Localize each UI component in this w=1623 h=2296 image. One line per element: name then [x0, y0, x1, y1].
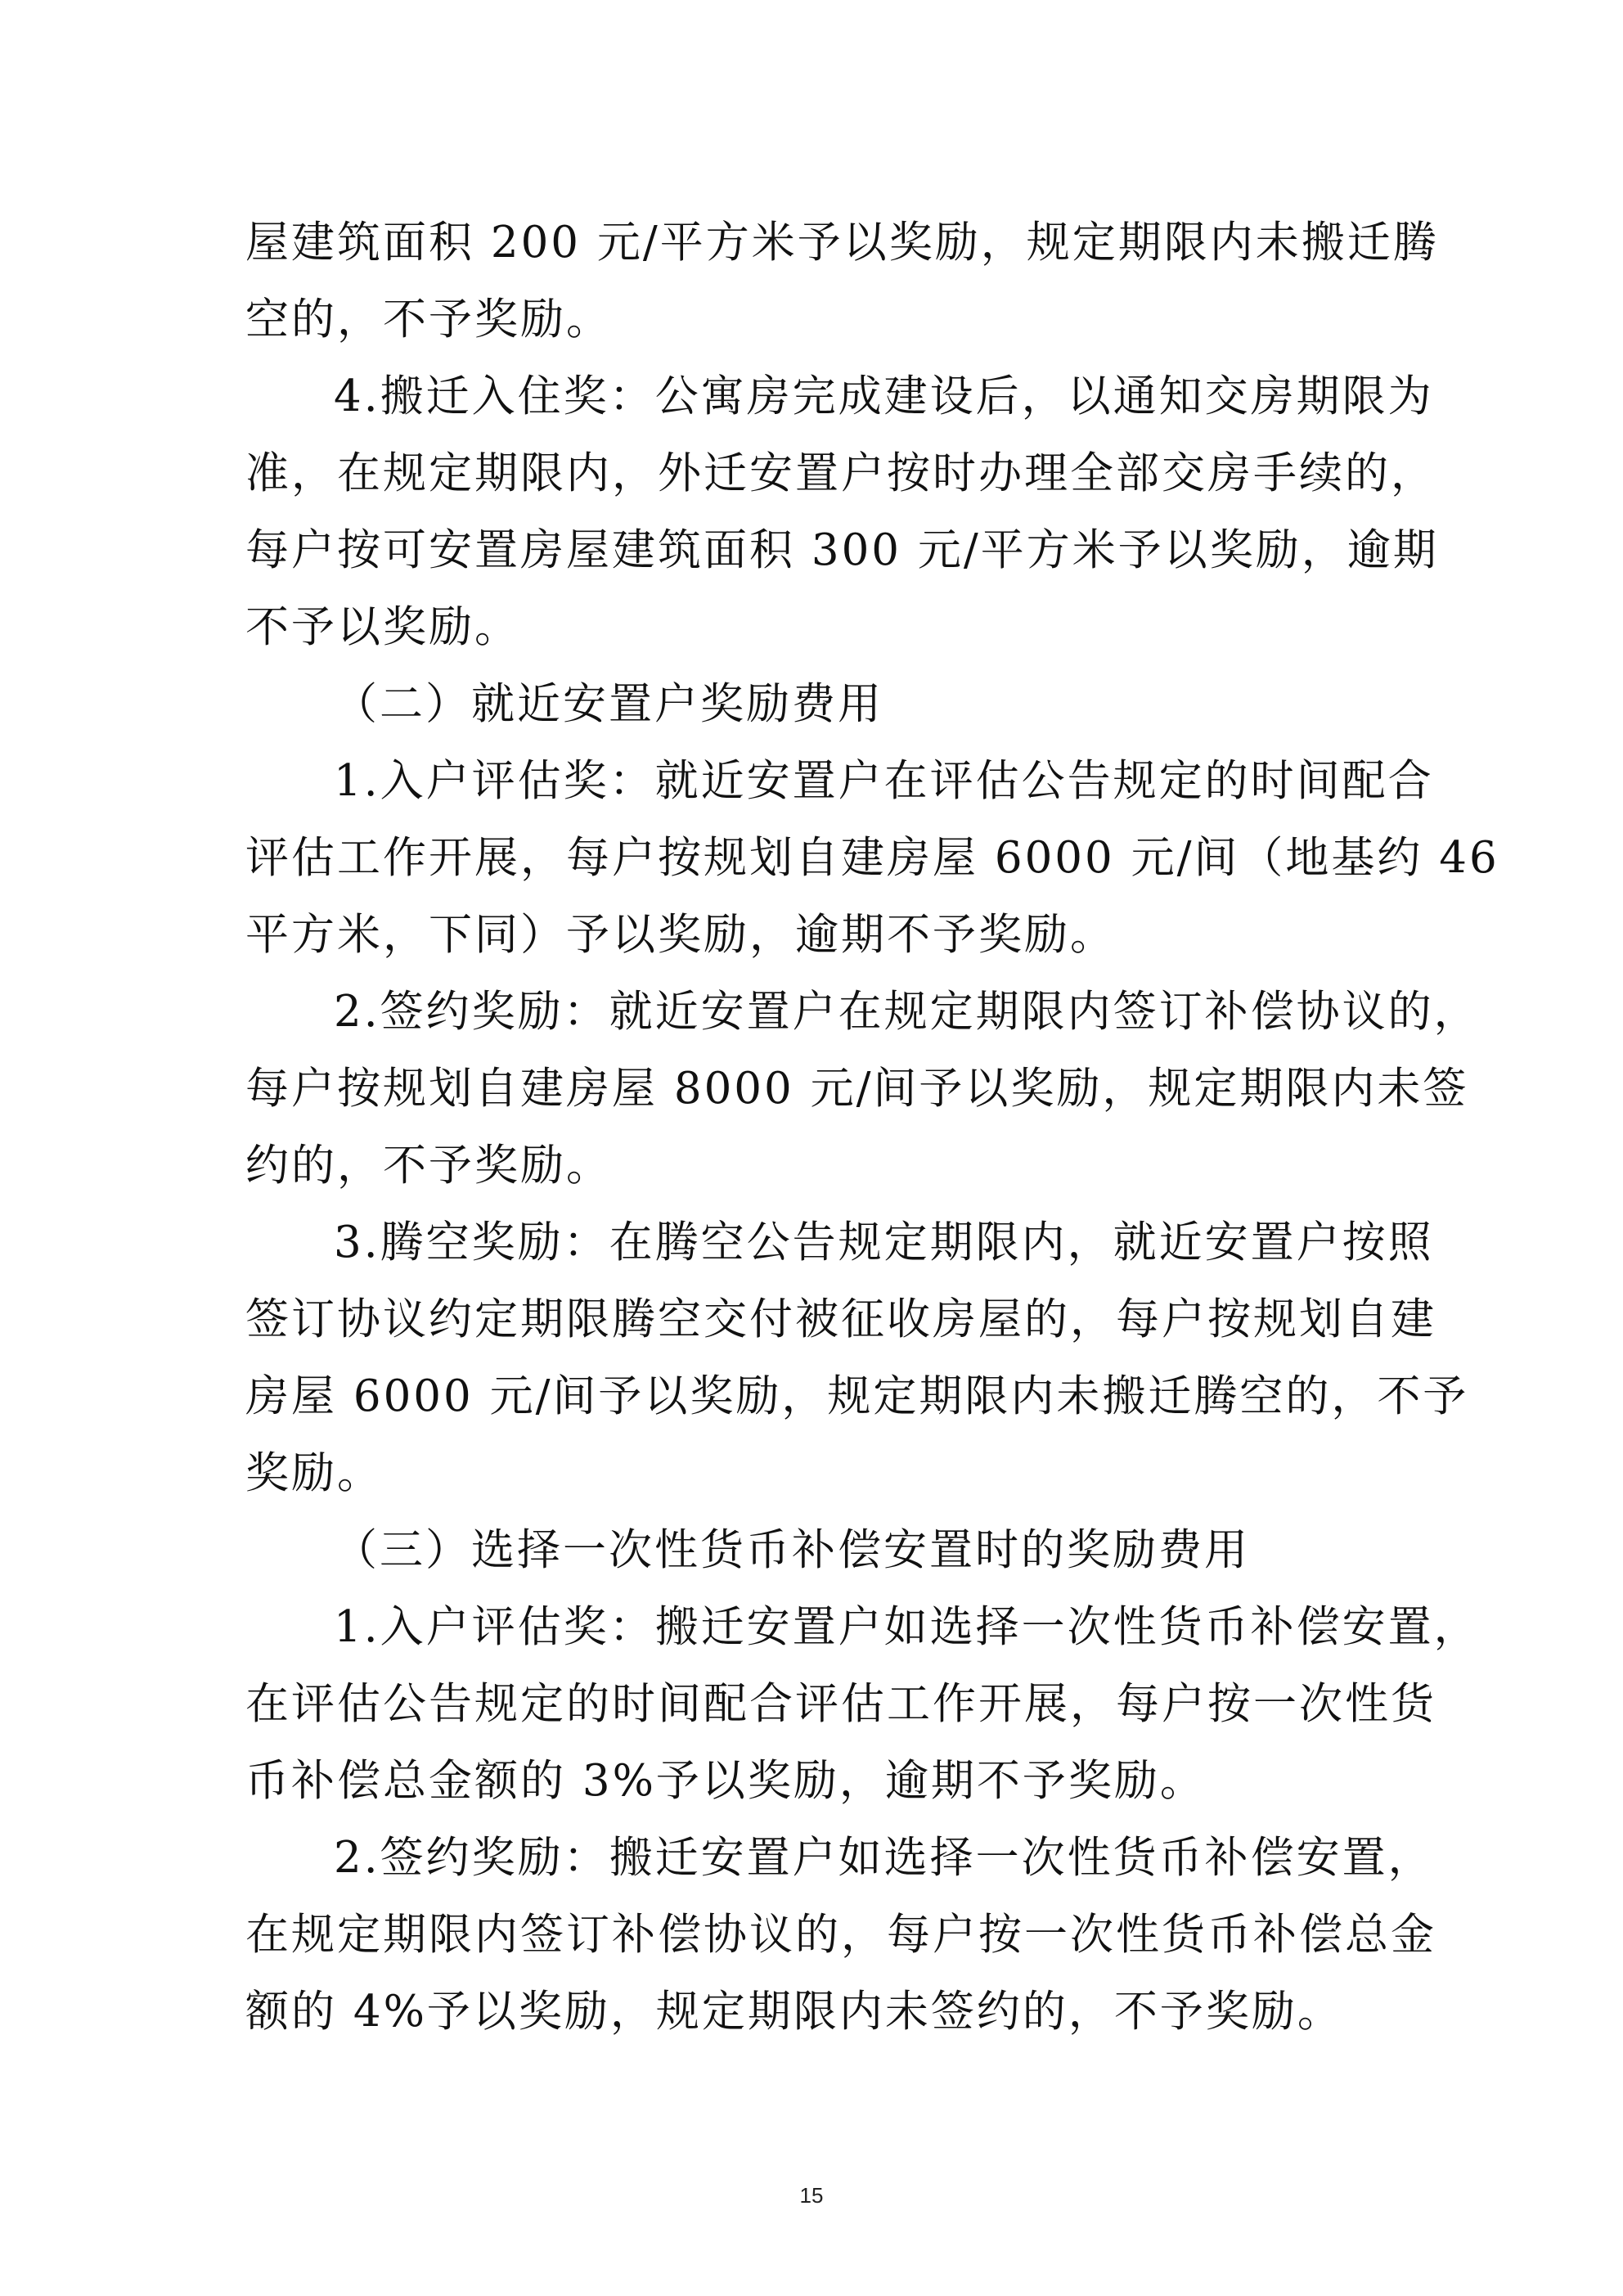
paragraph-line: 奖励。: [245, 1448, 383, 1498]
paragraph-line: 屋建筑面积 200 元/平方米予以奖励，规定期限内未搬迁腾: [245, 218, 1439, 268]
paragraph-line: 约的，不予奖励。: [245, 1141, 612, 1191]
paragraph-line: 1.入户评估奖：就近安置户在评估公告规定的时间配合: [334, 756, 1434, 806]
paragraph-line: 评估工作开展，每户按规划自建房屋 6000 元/间（地基约 46: [245, 833, 1499, 883]
section-heading: （三）选择一次性货币补偿安置时的奖励费用: [334, 1525, 1250, 1575]
page-number: 15: [799, 2183, 824, 2208]
paragraph-line: 平方米，下同）予以奖励，逾期不予奖励。: [245, 910, 1116, 960]
paragraph-line: 在评估公告规定的时间配合评估工作开展，每户按一次性货: [245, 1679, 1436, 1729]
paragraph-line: 每户按可安置房屋建筑面积 300 元/平方米予以奖励，逾期: [245, 525, 1439, 575]
document-body: [245, 205, 1499, 2051]
paragraph-line: 2.签约奖励：就近安置户在规定期限内签订补偿协议的，: [334, 987, 1480, 1037]
paragraph-line: 签订协议约定期限腾空交付被征收房屋的，每户按规划自建: [245, 1294, 1436, 1344]
paragraph-line: 每户按规划自建房屋 8000 元/间予以奖励，规定期限内未签: [245, 1064, 1469, 1114]
paragraph-line: 3.腾空奖励：在腾空公告规定期限内，就近安置户按照: [334, 1218, 1434, 1267]
paragraph-line: 在规定期限内签订补偿协议的，每户按一次性货币补偿总金: [245, 1910, 1436, 1960]
paragraph-line: 币补偿总金额的 3%予以奖励，逾期不予奖励。: [245, 1756, 1206, 1806]
paragraph-line: 2.签约奖励：搬迁安置户如选择一次性货币补偿安置，: [334, 1833, 1434, 1883]
paragraph-line: 4.搬迁入住奖：公寓房完成建设后，以通知交房期限为: [334, 371, 1434, 421]
paragraph-line: 空的，不予奖励。: [245, 295, 612, 344]
paragraph-line: 准，在规定期限内，外迁安置户按时办理全部交房手续的，: [245, 448, 1436, 498]
paragraph-line: 1.入户评估奖：搬迁安置户如选择一次性货币补偿安置，: [334, 1602, 1480, 1652]
section-heading: （二）就近安置户奖励费用: [334, 679, 883, 729]
paragraph-line: 不予以奖励。: [245, 602, 520, 652]
paragraph-line: 房屋 6000 元/间予以奖励，规定期限内未搬迁腾空的，不予: [245, 1371, 1469, 1421]
paragraph-line: 额的 4%予以奖励，规定期限内未签约的，不予奖励。: [245, 1987, 1343, 2037]
